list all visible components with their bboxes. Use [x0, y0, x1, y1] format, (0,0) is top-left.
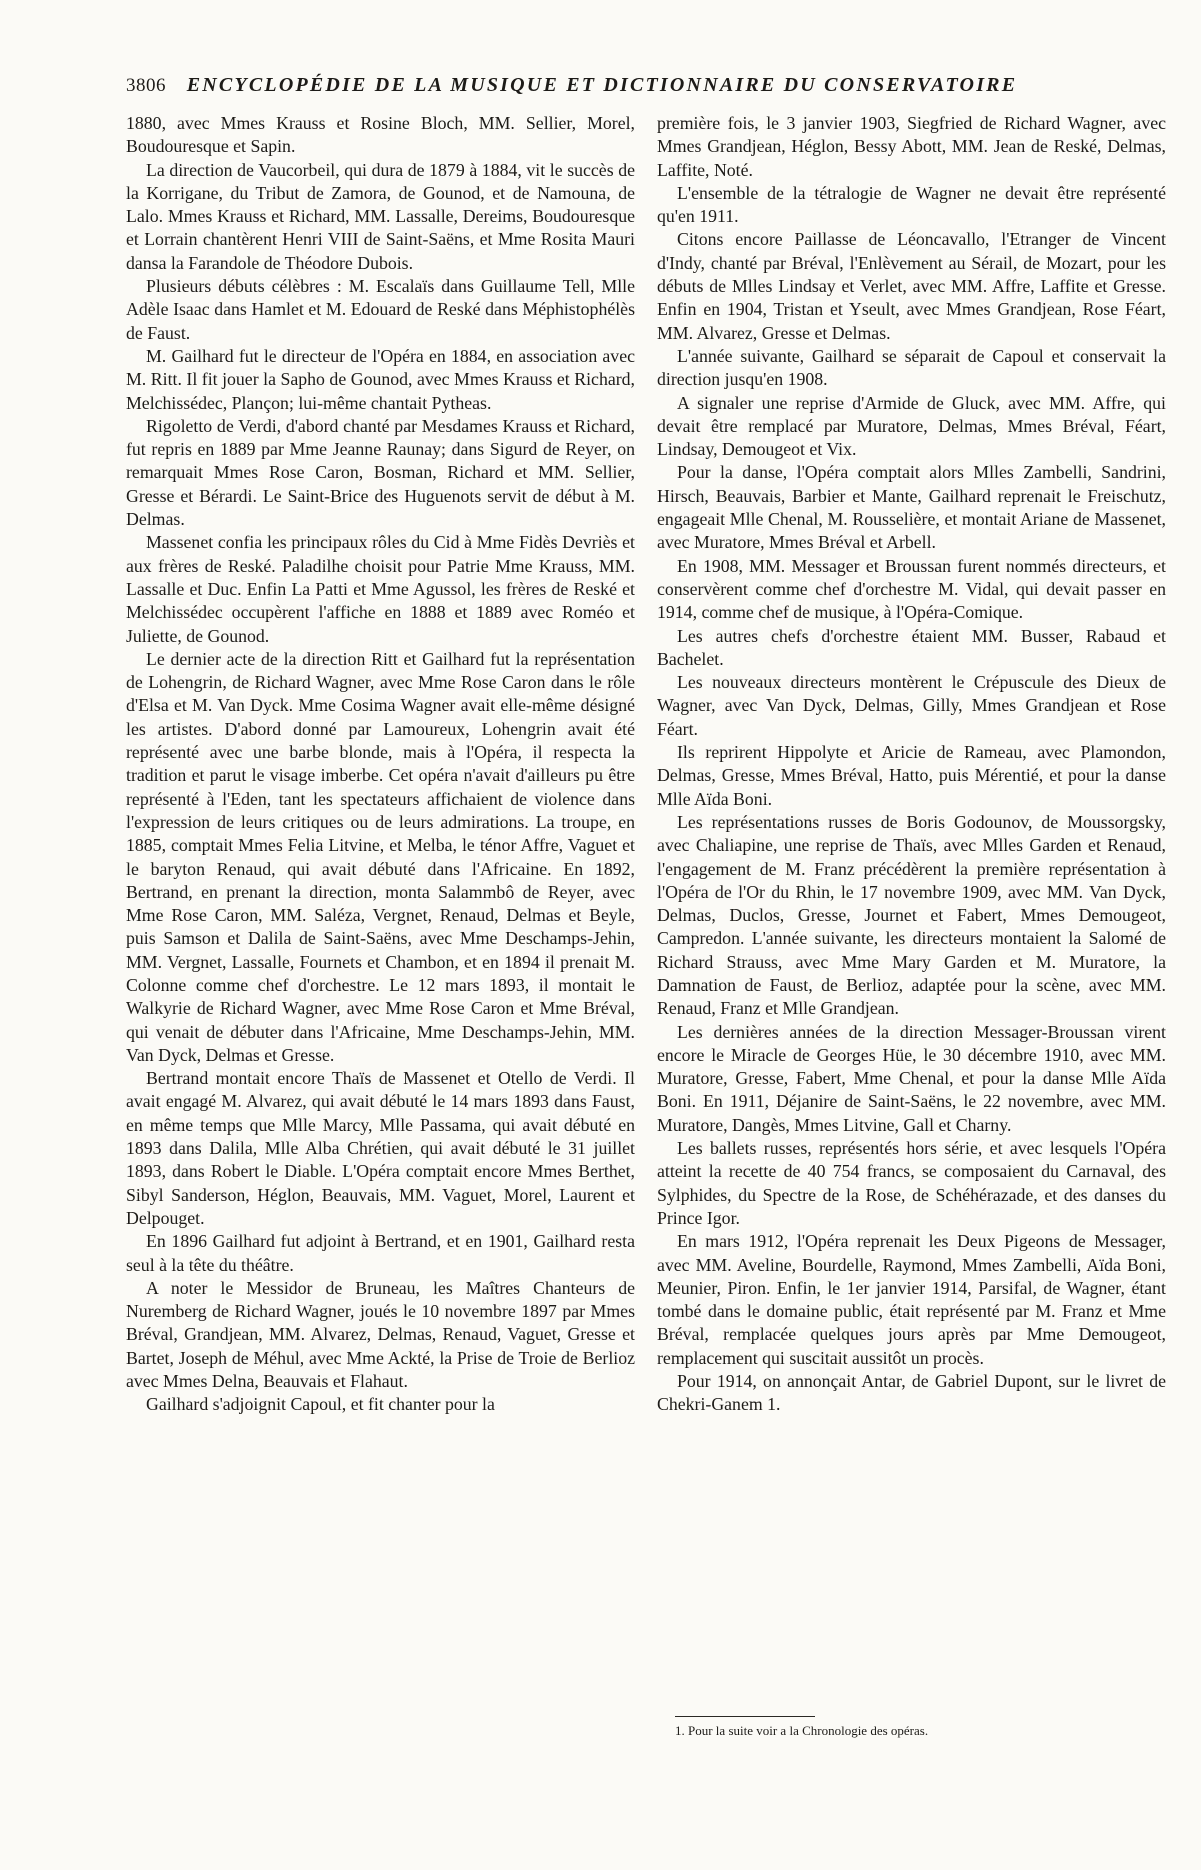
paragraph: En mars 1912, l'Opéra reprenait les Deux Pigeons de Messager, avec MM. Aveline, Bourdelle, Raymond, Mmes Zambelli, Aïda Boni, Meunier, Piron. Enfin, le 1er janvier 1914, Parsifal, de Wagner, étant tombé dans le domaine public, était représenté par M. Franz et Mme Bréval, remplacée quelques jours après par Mme Demougeot, remplacement qui suscitait aussitôt un procès.: [657, 1231, 1166, 1368]
paragraph: En 1908, MM. Messager et Broussan furent nommés directeurs, et conservèrent comme chef d'orchestre M. Vidal, qui devait passer en 1914, comme chef de musique, à l'Opéra-Comique.: [657, 555, 1166, 623]
paragraph: Gailhard s'adjoignit Capoul, et fit chanter pour la: [146, 1394, 495, 1415]
paragraph: Plusieurs débuts célèbres : M. Escalaïs dans Guillaume Tell, Mlle Adèle Isaac dans Hamlet et M. Edouard de Reské dans Méphistophélès de Faust.: [126, 276, 635, 343]
page-header: [126, 74, 1038, 100]
page-number: 3806: [126, 75, 166, 96]
paragraph: A noter le Messidor de Bruneau, les Maîtres Chanteurs de Nuremberg de Richard Wagner, joués le 10 novembre 1897 par Mmes Bréval, Grandjean, MM. Alvarez, Delmas, Renaud, Vaguet, Gresse et Bartet, Joseph de Méhul, avec Mme Ackté, la Prise de Troie de Berlioz avec Mmes Delna, Beauvais et Flahaut.: [126, 1277, 635, 1392]
paragraph: première fois, le 3 janvier 1903, Siegfried de Richard Wagner, avec Mmes Grandjean, Héglon, Bessy Abott, MM. Jean de Reské, Delmas, Laffite, Noté.: [657, 113, 1166, 180]
paragraph: Ils reprirent Hippolyte et Aricie de Rameau, avec Plamondon, Delmas, Gresse, Mmes Bréval, Hatto, puis Mérentié, et pour la danse Mlle Aïda Boni.: [657, 742, 1166, 809]
paragraph: Les autres chefs d'orchestre étaient MM. Busser, Rabaud et Bachelet.: [657, 625, 1166, 669]
paragraph: L'ensemble de la tétralogie de Wagner ne devait être représenté qu'en 1911.: [657, 182, 1166, 227]
footnote: 1. Pour la suite voir a la Chronologie des opéras.: [675, 1723, 929, 1738]
paragraph: Citons encore Paillasse de Léoncavallo, l'Etranger de Vincent d'Indy, chanté par Bréval, l'Enlèvement au Sérail, de Mozart, pour les débuts de Mlles Lindsay et Verlet, avec MM. Affre, Laffite et Gresse. Enfin en 1904, Tristan et Yseult, avec Mmes Grandjean, Rose Féart, MM. Alvarez, Gresse et Delmas.: [657, 229, 1166, 343]
right-column: [657, 112, 1166, 1417]
paragraph: Bertrand montait encore Thaïs de Massenet et Otello de Verdi. Il avait engagé M. Alvarez, qui avait débuté le 14 mars 1893 dans Faust, en même temps que Mlle Marcy, Mlle Passama, qui avait débuté en 1893 dans Dalila, Mlle Alba Chrétien, qui avait débuté le 31 juillet 1893, dans Robert le Diable. L'Opéra comptait encore Mmes Berthet, Sibyl Sanderson, Héglon, Beauvais, MM. Vaguet, Morel, Laurent et Delpouget.: [126, 1068, 635, 1228]
paragraph: En 1896 Gailhard fut adjoint à Bertrand, et en 1901, Gailhard resta seul à la tête du théâtre.: [126, 1231, 635, 1275]
paragraph: La direction de Vaucorbeil, qui dura de 1879 à 1884, vit le succès de la Korrigane, du Tribut de Zamora, de Gounod, et de Namouna, de Lalo. Mmes Krauss et Richard, MM. Lassalle, Dereims, Boudouresque et Lorrain chantèrent Henri VIII de Saint-Saëns, et Mme Rosita Mauri dansa la Farandole de Théodore Dubois.: [126, 159, 635, 273]
paragraph: M. Gailhard fut le directeur de l'Opéra en 1884, en association avec M. Ritt. Il fit jouer la Sapho de Gounod, avec Mmes Krauss et Richard, Melchissédec, Plançon; lui-même chantait Pytheas.: [126, 345, 635, 413]
paragraph: Les représentations russes de Boris Godounov, de Moussorgsky, avec Chaliapine, une reprise de Thaïs, avec Mlles Garden et Renaud, l'engagement de M. Franz précédèrent la première représentation à l'Opéra de l'Or du Rhin, le 17 novembre 1909, avec MM. Van Dyck, Delmas, Duclos, Gresse, Journet et Fabert, Mmes Demougeot, Campredon. L'année suivante, les directeurs montaient la Salomé de Richard Strauss, avec Mme Mary Garden et M. Muratore, la Damnation de Faust, de Berlioz, adaptée pour la scène, avec MM. Renaud, Franz et Mlle Grandjean.: [657, 811, 1166, 1019]
paragraph: Massenet confia les principaux rôles du Cid à Mme Fidès Devriès et aux frères de Reské. Paladilhe choisit pour Patrie Mme Krauss, MM. Lassalle et Duc. Enfin La Patti et Mme Agussol, les frères de Reské et Melchissédec occupèrent l'affiche en 1888 et 1889 avec Roméo et Juliette, de Gounod.: [126, 532, 635, 646]
paragraph: Le dernier acte de la direction Ritt et Gailhard fut la représentation de Lohengrin, de Richard Wagner, avec Mme Rose Caron dans le rôle d'Elsa et M. Van Dyck. Mme Cosima Wagner avait elle-même désigné les artistes. D'abord donné par Lamoureux, Lohengrin avait été représenté avec une barbe blonde, mais à l'Opéra, il respecta la tradition et parut le visage imberbe. Cet opéra n'avait d'ailleurs pu être représenté à l'Eden, tant les spectateurs affichaient de violence dans l'expression de leurs critiques ou de leurs admirations. La troupe, en 1885, comptait Mmes Felia Litvine, et Melba, le ténor Affre, Vaguet et le baryton Renaud, qui avait débuté dans l'Africaine. En 1892, Bertrand, en prenant la direction, monta Salammbô de Reyer, avec Mme Rose Caron, MM. Saléza, Vergnet, Renaud, Delmas et Beyle, puis Samson et Dalila de Saint-Saëns, avec Mme Deschamps-Jehin, MM. Vergnet, Lassalle, Fournets et Chambon, et en 1894 il prenait M. Colonne comme chef d'orchestre. Le 12 mars 1893, il montait le Walkyrie de Richard Wagner, avec Mme Rose Caron et Mme Bréval, qui venait de débuter dans l'Africaine, Mme Deschamps-Jehin, MM. Van Dyck, Delmas et Gresse.: [126, 648, 635, 1065]
paragraph: A signaler une reprise d'Armide de Gluck, avec MM. Affre, qui devait être remplacé par Muratore, Delmas, Mmes Bréval, Féart, Lindsay, Demougeot et Vix.: [657, 392, 1166, 460]
paragraph: Les dernières années de la direction Messager-Broussan virent encore le Miracle de Georges Hüe, le 30 décembre 1910, avec MM. Muratore, Gresse, Fabert, Mme Chenal, et pour la danse Mlle Aïda Boni. En 1911, Déjanire de Saint-Saëns, le 22 novembre, avec MM. Muratore, Dangès, Mmes Litvine, Gall et Charny.: [657, 1021, 1166, 1135]
paragraph: Rigoletto de Verdi, d'abord chanté par Mesdames Krauss et Richard, fut repris en 1889 par Mme Jeanne Raunay; dans Sigurd de Reyer, on remarquait Mmes Rose Caron, Bosman, Richard et MM. Sellier, Gresse et Bérardi. Le Saint-Brice des Huguenots servit de début à M. Delmas.: [126, 415, 635, 530]
paragraph: Pour 1914, on annonçait Antar, de Gabriel Dupont, sur le livret de Chekri-Ganem 1.: [657, 1371, 1166, 1415]
footnote-divider: [675, 1716, 815, 1717]
paragraph: Les nouveaux directeurs montèrent le Crépuscule des Dieux de Wagner, avec Van Dyck, Delmas, Gilly, Mmes Grandjean et Rose Féart.: [657, 672, 1166, 739]
paragraph: 1880, avec Mmes Krauss et Rosine Bloch, MM. Sellier, Morel, Boudouresque et Sapin.: [126, 113, 635, 157]
running-title: ENCYCLOPÉDIE DE LA MUSIQUE ET DICTIONNAIRE DU CONSERVATOIRE: [186, 74, 1018, 96]
paragraph: Les ballets russes, représentés hors série, et avec lesquels l'Opéra atteint la recette de 40 754 francs, se composaient du Carnaval, des Sylphides, du Spectre de la Rose, de Schéhérazade, et des danses du Prince Igor.: [657, 1138, 1166, 1228]
paragraph: Pour la danse, l'Opéra comptait alors Mlles Zambelli, Sandrini, Hirsch, Beauvais, Barbier et Mante, Gailhard reprenait le Freischutz, engageait Mlle Chenal, M. Rousselière, et montait Ariane de Massenet, avec Muratore, Mmes Bréval et Arbell.: [657, 462, 1166, 553]
paragraph: L'année suivante, Gailhard se séparait de Capoul et conservait la direction jusqu'en 1908.: [657, 345, 1166, 390]
left-column: [126, 112, 635, 1417]
